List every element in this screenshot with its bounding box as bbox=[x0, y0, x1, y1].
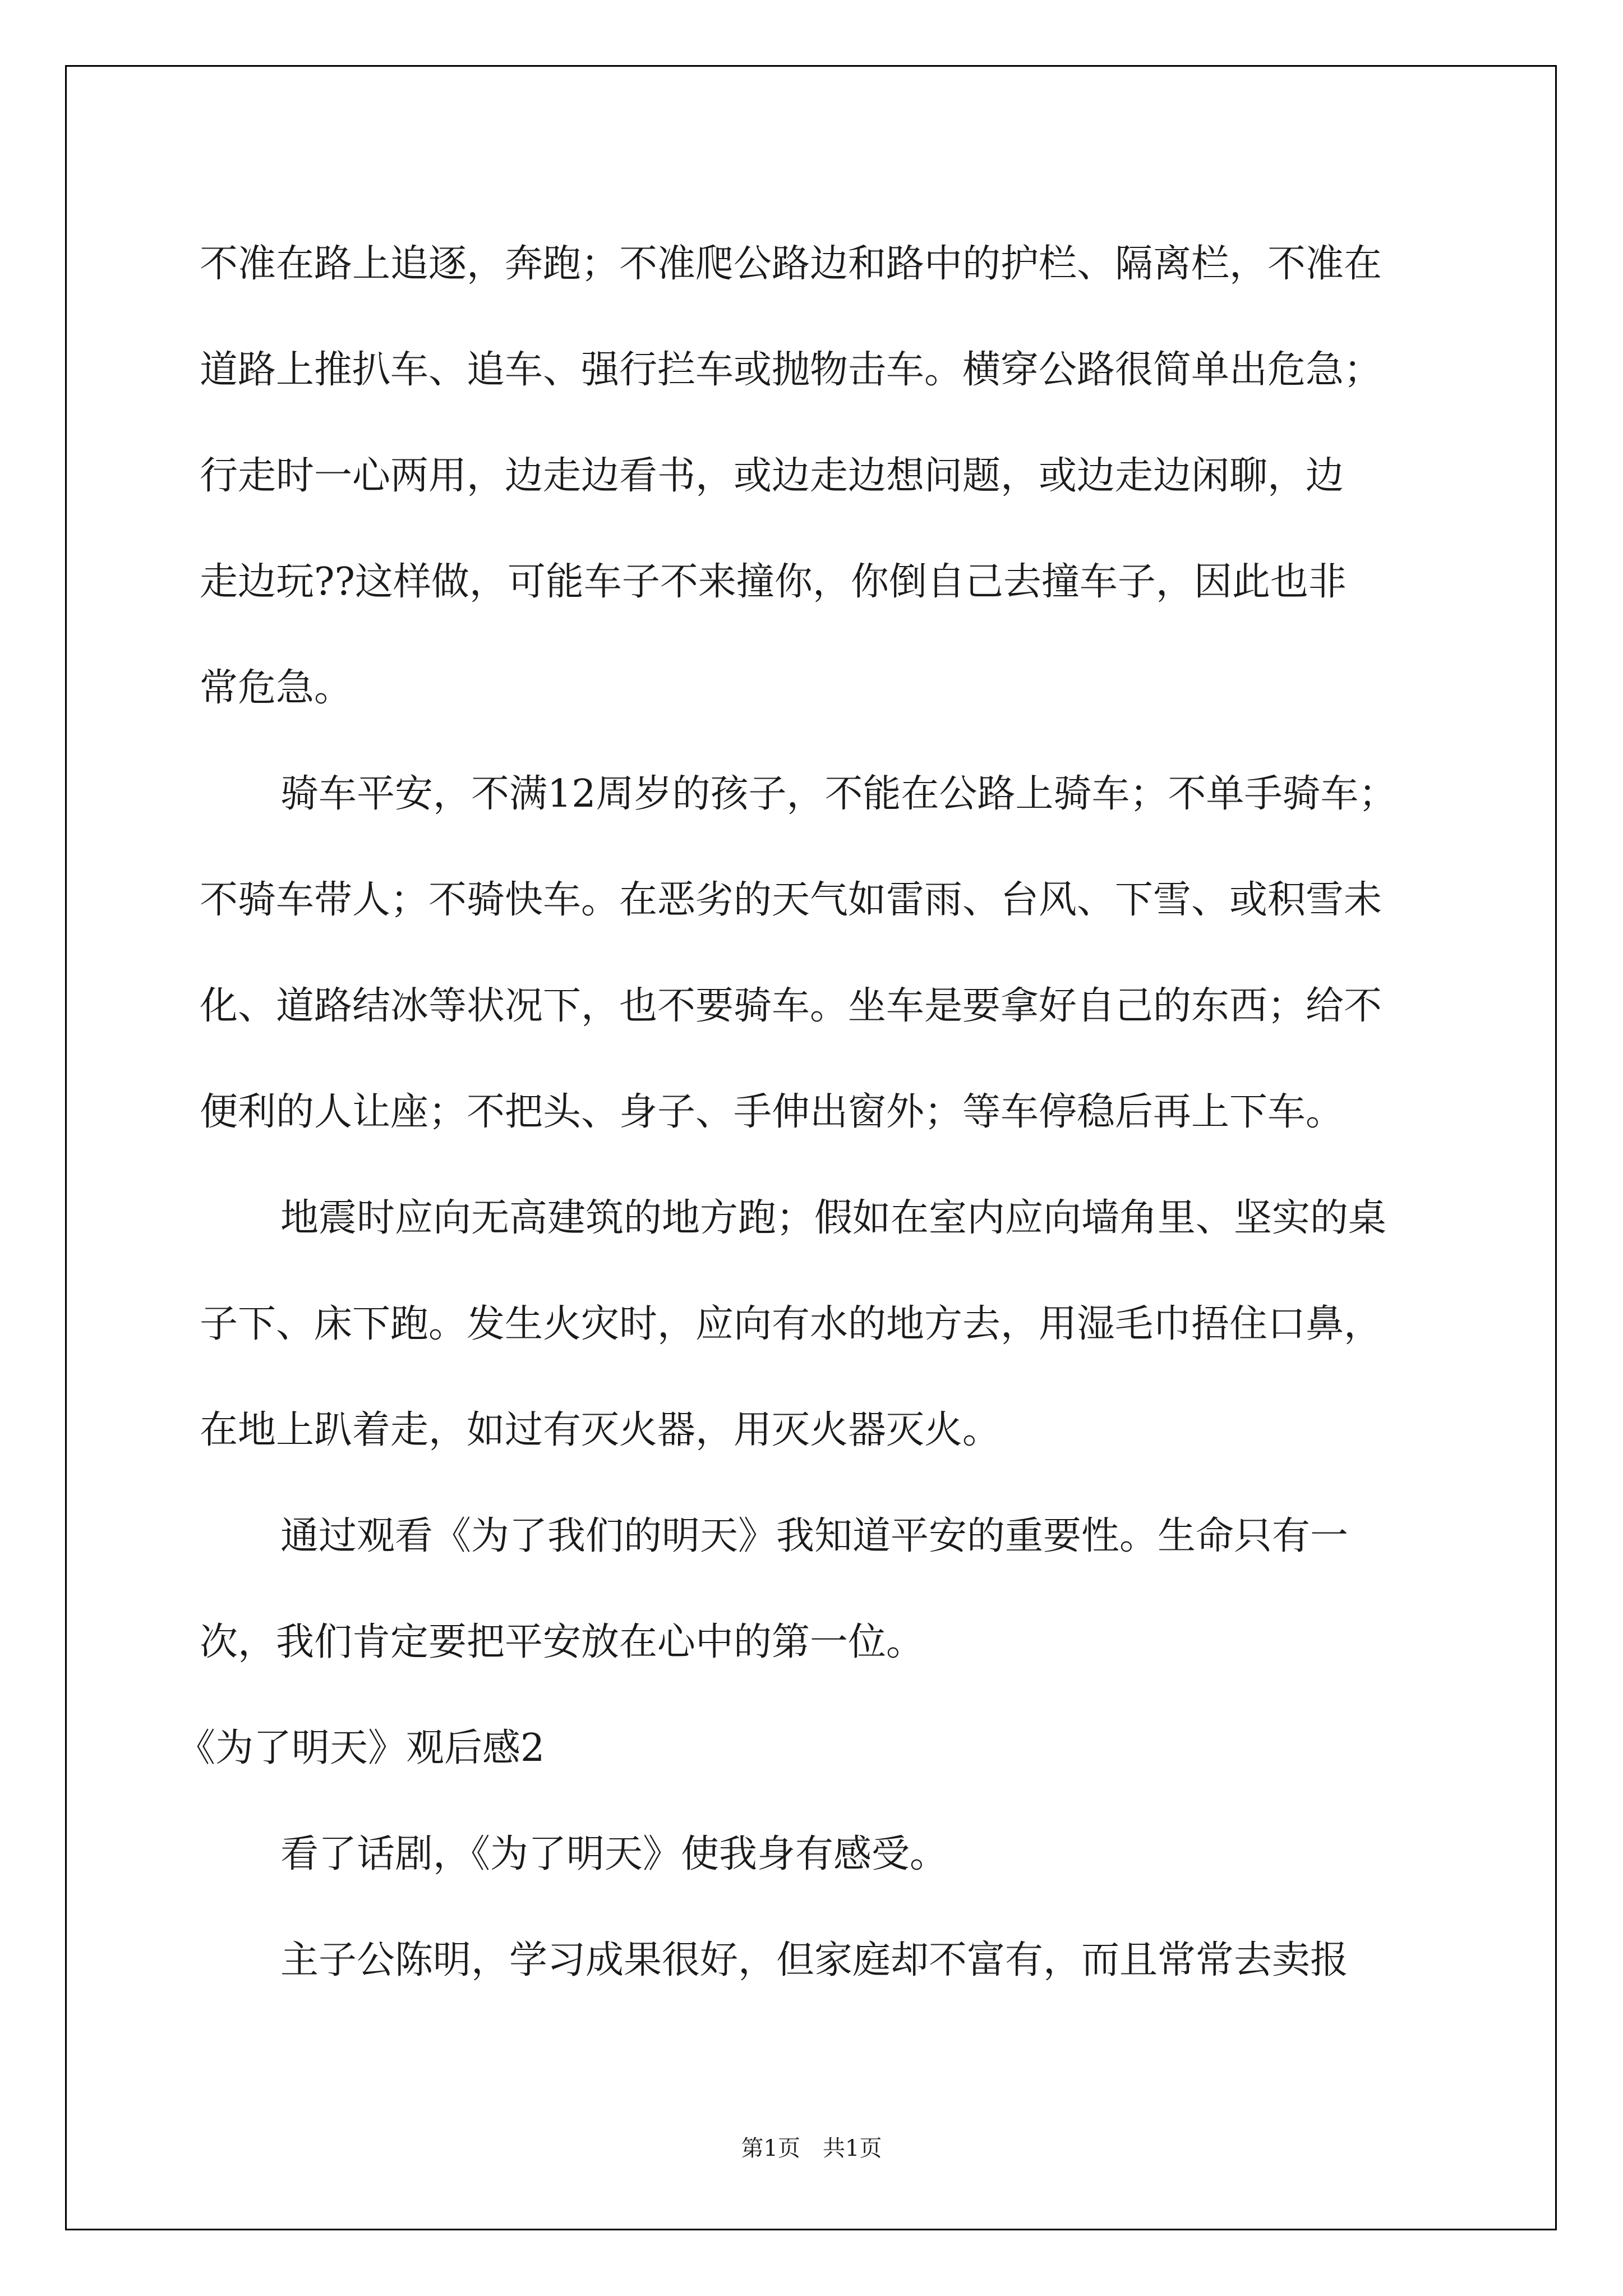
text-line: 子下、床下跑。发生火灾时，应向有水的地方去，用湿毛巾捂住口鼻， bbox=[200, 1302, 1382, 1346]
text-line: 在地上趴着走，如过有灭火器，用灭火器灭火。 bbox=[200, 1408, 1001, 1452]
text-line: 化、道路结冰等状况下，也不要骑车。坐车是要拿好自己的东西；给不 bbox=[200, 984, 1382, 1028]
text-line: 通过观看《为了我们的明天》我知道平安的重要性。生命只有一 bbox=[280, 1514, 1349, 1558]
page-footer: 第1页 共1页 bbox=[741, 2136, 882, 2161]
text-line: 地震时应向无高建筑的地方跑；假如在室内应向墙角里、坚实的桌 bbox=[280, 1196, 1387, 1240]
text-line: 便利的人让座；不把头、身子、手伸出窗外；等车停稳后再上下车。 bbox=[200, 1090, 1344, 1134]
text-line: 看了话剧，《为了明天》使我身有感受。 bbox=[280, 1832, 948, 1876]
section-heading: 《为了明天》观后感2 bbox=[177, 1726, 545, 1770]
document-body bbox=[177, 211, 1436, 2013]
text-line: 次，我们肯定要把平安放在心中的第一位。 bbox=[200, 1620, 925, 1664]
text-line: 主子公陈明，学习成果很好，但家庭却不富有，而且常常去卖报 bbox=[280, 1938, 1349, 1982]
text-line: 不准在路上追逐，奔跑；不准爬公路边和路中的护栏、隔离栏，不准在 bbox=[200, 242, 1382, 286]
text-line: 行走时一心两用，边走边看书，或边走边想问题，或边走边闲聊，边 bbox=[200, 454, 1344, 498]
text-line: 不骑车带人；不骑快车。在恶劣的天气如雷雨、台风、下雪、或积雪未 bbox=[200, 878, 1382, 922]
text-line: 骑车平安，不满12周岁的孩子，不能在公路上骑车；不单手骑车； bbox=[280, 772, 1397, 816]
text-line: 道路上推扒车、追车、强行拦车或抛物击车。横穿公路很简单出危急； bbox=[200, 348, 1382, 392]
text-line: 常危急。 bbox=[200, 666, 353, 710]
text-line: 走边玩??这样做，可能车子不来撞你，你倒自己去撞车子，因此也非 bbox=[200, 560, 1347, 604]
